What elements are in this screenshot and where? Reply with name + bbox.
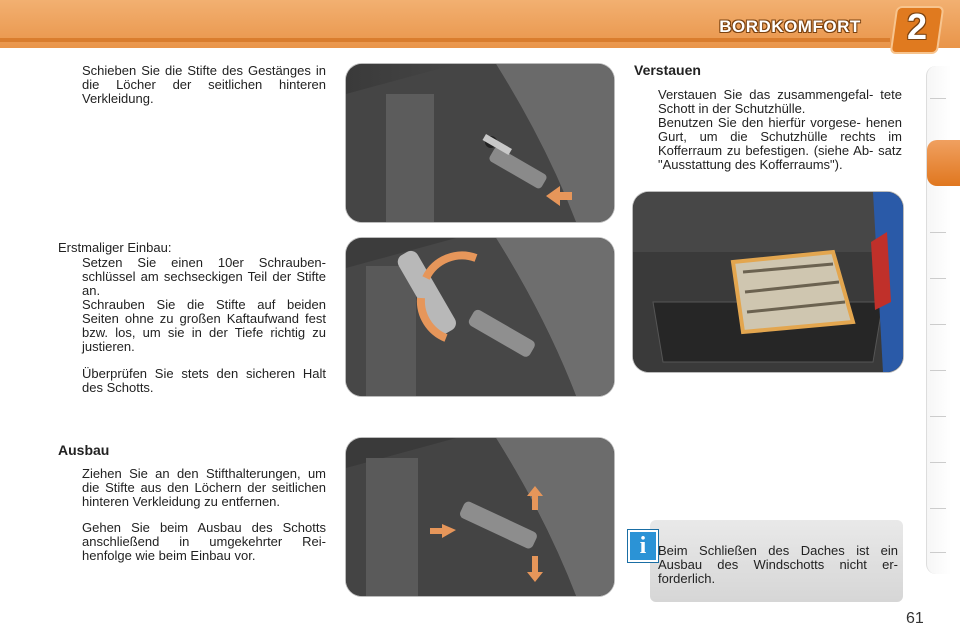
illustration-pin-insert — [346, 64, 614, 222]
illustration-pin-remove — [346, 438, 614, 596]
step-text: Verstauen Sie das zusammengefal- tete Schott in der Schutzhülle. — [658, 87, 902, 116]
illustration-wrench-adjust — [346, 238, 614, 396]
info-text: Beim Schließen des Daches ist ein Ausbau des Windschotts nicht er- forderlich. — [658, 543, 898, 586]
section-title: BORDKOMFORT — [719, 17, 861, 36]
ausbau-heading: Ausbau — [58, 442, 110, 458]
index-tick — [930, 552, 946, 553]
index-tick — [930, 324, 946, 325]
index-tick — [930, 370, 946, 371]
info-icon: i — [628, 530, 658, 562]
verstauen-heading: Verstauen — [634, 62, 701, 78]
first-install-label: Erstmaliger Einbau: — [58, 240, 172, 255]
index-tick — [930, 416, 946, 417]
index-tick — [930, 508, 946, 509]
step-text: Schieben Sie die Stifte des Gestänges in die Löcher der seitlichen hinteren Verkleidung. — [82, 63, 326, 106]
index-tick — [930, 462, 946, 463]
index-tick — [930, 278, 946, 279]
step-text: Setzen Sie einen 10er Schrauben- schlüssel am sechseckigen Teil der Stifte an. — [82, 255, 326, 298]
illustration-trunk-storage — [633, 192, 903, 372]
step-text: Schrauben Sie die Stifte auf beiden Seiten ohne zu großen Kaftaufwand fest bzw. los, um sie in der Tiefe richtig zu justieren. — [82, 297, 326, 354]
step-text: Ziehen Sie an den Stifthalterungen, um die Stifte aus den Löchern der seitlichen hinteren Verkleidung zu entfernen. — [82, 466, 326, 509]
step-text: Gehen Sie beim Ausbau des Schotts anschließend in umgekehrter Rei- henfolge wie beim Einbau vor. — [82, 520, 326, 563]
step-text: Überprüfen Sie stets den sicheren Halt des Schotts. — [82, 366, 326, 395]
step-text: Benutzen Sie den hierfür vorgese- henen Gurt, um die Schutzhülle rechts im Kofferraum zu befestigen. (siehe Ab- satz "Ausstattung des Kofferraums"). — [658, 115, 902, 172]
index-tick — [930, 232, 946, 233]
page-number: 61 — [906, 610, 924, 627]
index-tick — [930, 98, 946, 99]
header-rule — [0, 38, 890, 42]
active-chapter-tab[interactable] — [927, 140, 960, 186]
chapter-number: 2 — [906, 6, 928, 47]
